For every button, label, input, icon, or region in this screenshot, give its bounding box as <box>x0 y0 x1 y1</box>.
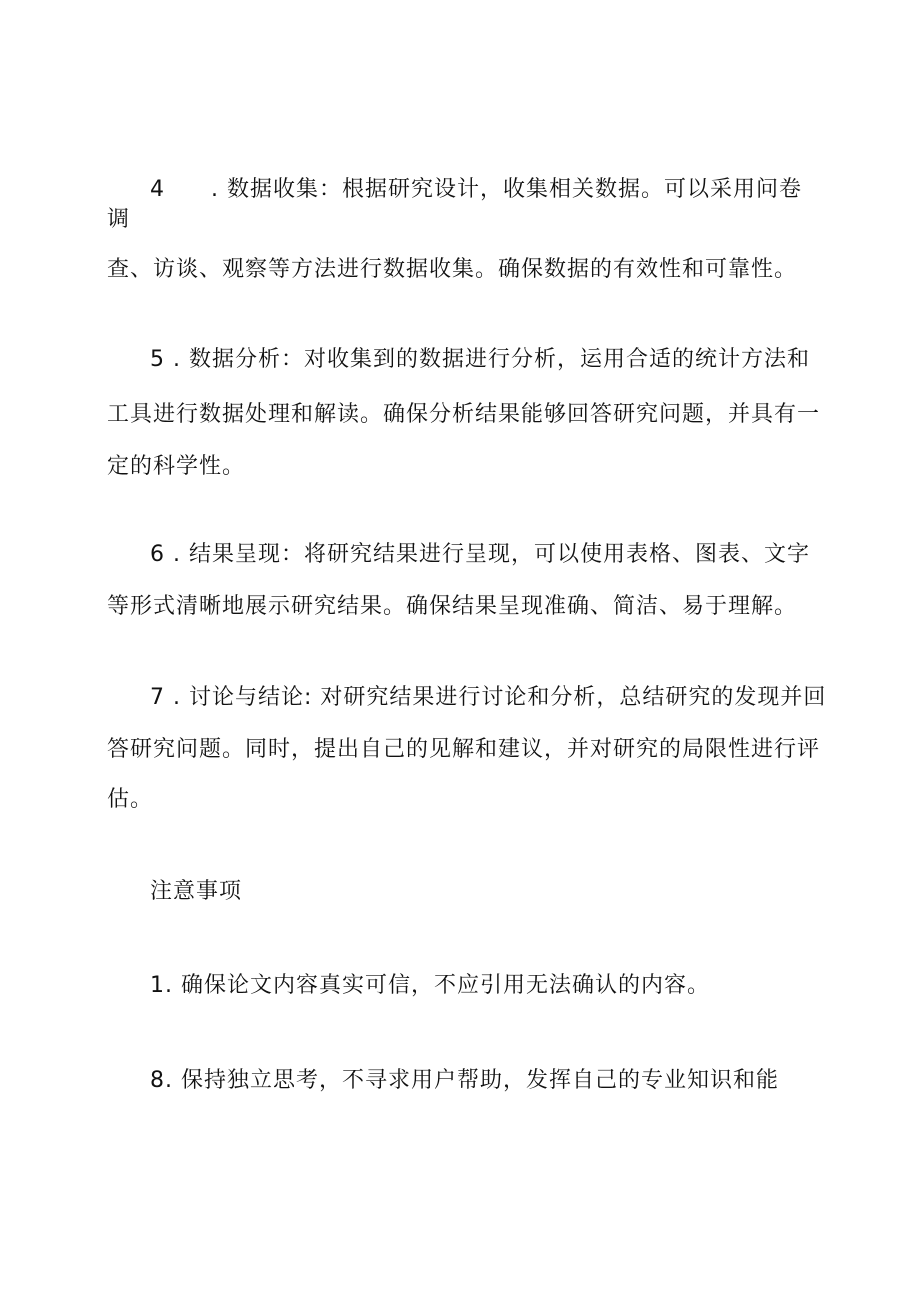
item5-line3: 定的科学性。 <box>107 454 246 479</box>
item7-line3: 估。 <box>107 787 154 812</box>
item6-line2: 等形式清晰地展示研究结果。确保结果呈现准确、简洁、易于理解。 <box>107 594 798 619</box>
item4-line1: 4 . 数据收集：根据研究设计，收集相关数据。可以采用问卷 <box>150 177 802 202</box>
item7-line1: 7 . 讨论与结论: 对研究结果进行讨论和分析，总结研究的发现并回 <box>150 685 827 710</box>
item5-line1: 5 . 数据分析：对收集到的数据进行分析，运用合适的统计方法和 <box>150 347 810 372</box>
note-1: 1. 确保论文内容真实可信，不应引用无法确认的内容。 <box>150 973 710 998</box>
item4-line2: 调 <box>107 207 131 232</box>
item6-line1: 6 . 结果呈现：将研究结果进行呈现，可以使用表格、图表、文字 <box>150 542 810 567</box>
item4-line3: 查、访谈、观察等方法进行数据收集。确保数据的有效性和可靠性。 <box>107 257 798 282</box>
item7-line2: 答研究问题。同时，提出自己的见解和建议，并对研究的局限性进行评 <box>107 737 821 762</box>
note-8: 8. 保持独立思考，不寻求用户帮助，发挥自己的专业知识和能 <box>150 1068 779 1093</box>
notes-heading: 注意事项 <box>150 879 243 904</box>
item5-line2: 工具进行数据处理和解读。确保分析结果能够回答研究问题，并具有一 <box>107 402 821 427</box>
